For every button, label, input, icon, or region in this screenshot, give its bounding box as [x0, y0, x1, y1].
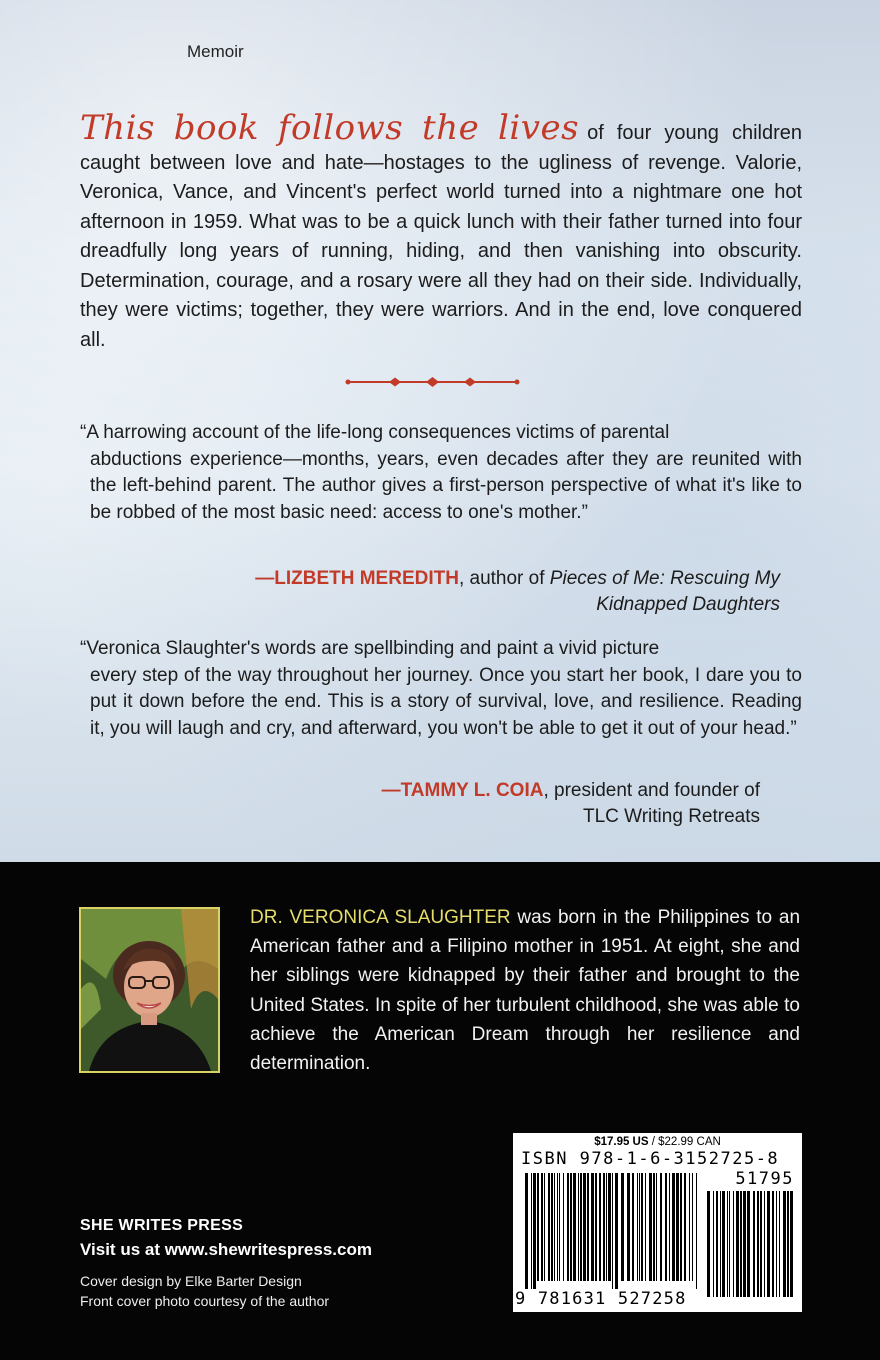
isbn-text: ISBN 978-1-6-3152725-8 [521, 1149, 780, 1169]
endorser-role-2b: TLC Writing Retreats [582, 806, 760, 827]
barcode-bar [599, 1173, 601, 1281]
barcode-bar [779, 1191, 780, 1297]
barcode-bar [684, 1173, 686, 1281]
supplement-barcode-icon [707, 1191, 793, 1297]
price-us: $17.95 US [594, 1136, 649, 1148]
author-photo [79, 907, 220, 1073]
endorsement-quote-2-first: “Veronica Slaughter's words are spellbinding and paint a vivid picture [80, 638, 660, 659]
publisher-info [80, 1214, 372, 1262]
barcode-bar [580, 1173, 582, 1281]
author-portrait-icon [81, 909, 218, 1071]
barcode-bar [713, 1191, 714, 1297]
barcode-bar [541, 1173, 543, 1281]
barcode-bar [615, 1173, 618, 1289]
barcode-bar [787, 1191, 789, 1297]
barcode-bar [656, 1173, 657, 1281]
barcode-bar [557, 1173, 558, 1281]
barcode-bar [639, 1173, 640, 1281]
barcode-bar [544, 1173, 545, 1281]
barcode-bar [627, 1173, 630, 1281]
barcode-bar [525, 1173, 528, 1289]
barcode-bar [757, 1191, 759, 1297]
barcode-bar [645, 1173, 646, 1281]
barcode-bar [573, 1173, 576, 1281]
barcode-bar [672, 1173, 675, 1281]
price-separator: / [648, 1136, 659, 1148]
barcode-bar [608, 1173, 611, 1281]
ornament-divider-icon [345, 374, 520, 390]
barcode-bar [740, 1191, 742, 1297]
barcode-bar [692, 1173, 693, 1281]
barcode-bar [563, 1173, 564, 1281]
barcode-bar [533, 1173, 536, 1289]
price-can: $22.99 CAN [658, 1136, 721, 1148]
barcode-bar [570, 1173, 572, 1281]
barcode-bar [653, 1173, 655, 1281]
barcode-bar [767, 1191, 770, 1297]
author-bio [250, 903, 800, 1078]
barcode-bar [665, 1173, 667, 1281]
barcode-bar [578, 1173, 579, 1281]
barcode-bar [689, 1173, 690, 1281]
publisher-website[interactable]: Visit us at www.shewritespress.com [80, 1240, 372, 1259]
endorser-role-2a: , president and founder of [543, 780, 760, 801]
author-bio-text: was born in the Philippines to an American father and a Filipino mother in 1951. At eight, she and her siblings were kidnapped by their father and brought to the United States. In spite of her turbulent childhood, she was able to achieve the American Dream through her resilience and determination. [250, 907, 801, 1075]
endorser-book-title-1a: Pieces of Me: Rescuing My [549, 568, 780, 589]
endorsement-attribution-1 [40, 566, 780, 618]
barcode-bar [676, 1173, 679, 1281]
price-supplement-code: 51795 [735, 1169, 794, 1189]
barcode-box [513, 1133, 802, 1312]
endorsement-quote-1-first: “A harrowing account of the life-long consequences victims of parental [80, 422, 670, 443]
barcode-bar [612, 1173, 613, 1289]
barcode-bar [736, 1191, 739, 1297]
endorser-name-1: —LIZBETH MEREDITH [255, 568, 459, 589]
barcode-bar [554, 1173, 555, 1281]
barcode-bar [621, 1173, 624, 1281]
ean-digits: 9 781631 527258 [515, 1289, 687, 1309]
author-name: DR. VERONICA SLAUGHTER [250, 907, 511, 928]
barcode-bar [641, 1173, 643, 1281]
barcode-bar [637, 1173, 638, 1281]
cover-credits [80, 1271, 329, 1311]
barcode-bar [559, 1173, 560, 1281]
barcode-bar [776, 1191, 777, 1297]
barcode-bar [720, 1191, 721, 1297]
barcode-bar [783, 1191, 786, 1297]
barcode-bar [587, 1173, 589, 1281]
endorsement-attribution-2 [20, 778, 760, 830]
barcode-bar [567, 1173, 569, 1281]
endorsement-quote-1-rest: abductions experience—months, years, even decades after they are reunited with the left-behind parent. The author gives a first-person perspective of what it's like to be robbed of the most basic need: access to one's mother.” [90, 448, 802, 523]
endorser-role-1: , author of [458, 568, 550, 589]
barcode-bar [727, 1191, 728, 1297]
price-label [513, 1136, 802, 1148]
category-label: Memoir [187, 42, 244, 61]
barcode-bar [591, 1173, 594, 1281]
barcode-bar [548, 1173, 550, 1281]
isbn-barcode-icon [525, 1173, 700, 1289]
blurb-script-lead: This book follows the lives [80, 108, 580, 148]
barcode-bar [747, 1191, 750, 1297]
barcode-bar [716, 1191, 718, 1297]
barcode-bar [632, 1173, 634, 1281]
barcode-bar [649, 1173, 652, 1281]
endorser-book-title-1b: Kidnapped Daughters [596, 594, 780, 615]
barcode-bar [680, 1173, 682, 1281]
barcode-bar [537, 1173, 539, 1281]
barcode-bar [603, 1173, 605, 1281]
barcode-bar [606, 1173, 607, 1281]
barcode-bar [660, 1173, 662, 1281]
barcode-bar [583, 1173, 586, 1281]
blurb [80, 108, 803, 355]
barcode-bar [729, 1191, 730, 1297]
endorser-name-2: —TAMMY L. COIA [381, 780, 544, 801]
barcode-bar [743, 1191, 746, 1297]
barcode-bar [595, 1173, 597, 1281]
barcode-bar [722, 1191, 725, 1297]
barcode-bar [707, 1191, 710, 1297]
endorsement-quote-2 [80, 636, 802, 742]
endorsement-quote-2-rest: every step of the way throughout her journey. Once you start her book, I dare you to put it down before the end. This is a story of survival, love, and resilience. Reading it, you will laugh and cry, and afterward, you won't be able to get it out of your head.” [90, 664, 802, 739]
photo-credit: Front cover photo courtesy of the author [80, 1293, 330, 1309]
barcode-bar [772, 1191, 774, 1297]
barcode-bar [733, 1191, 734, 1297]
barcode-bar [551, 1173, 553, 1281]
endorsement-quote-1 [80, 420, 802, 526]
barcode-bar [764, 1191, 765, 1297]
barcode-bar [753, 1191, 755, 1297]
barcode-bar [760, 1191, 762, 1297]
publisher-name: SHE WRITES PRESS [80, 1217, 244, 1234]
barcode-bar [696, 1173, 697, 1289]
barcode-bar [669, 1173, 670, 1281]
blurb-text: of four young children caught between love and hate—hostages to the ugliness of revenge. Valorie, Veronica, Vance, and Vincent's perfect world turned into a nightmare one hot afternoon in 1959. What was to be a quick lunch with their father turned into four dreadfully long years of running, hiding, and then vanishing into obscurity. Determination, courage, and a rosary were all they had on their side. Individually, they were victims; together, they were warriors. And in the end, love conquered all. [80, 122, 803, 351]
barcode-bar [790, 1191, 793, 1297]
barcode-bar [531, 1173, 532, 1289]
cover-design-credit: Cover design by Elke Barter Design [80, 1273, 302, 1289]
